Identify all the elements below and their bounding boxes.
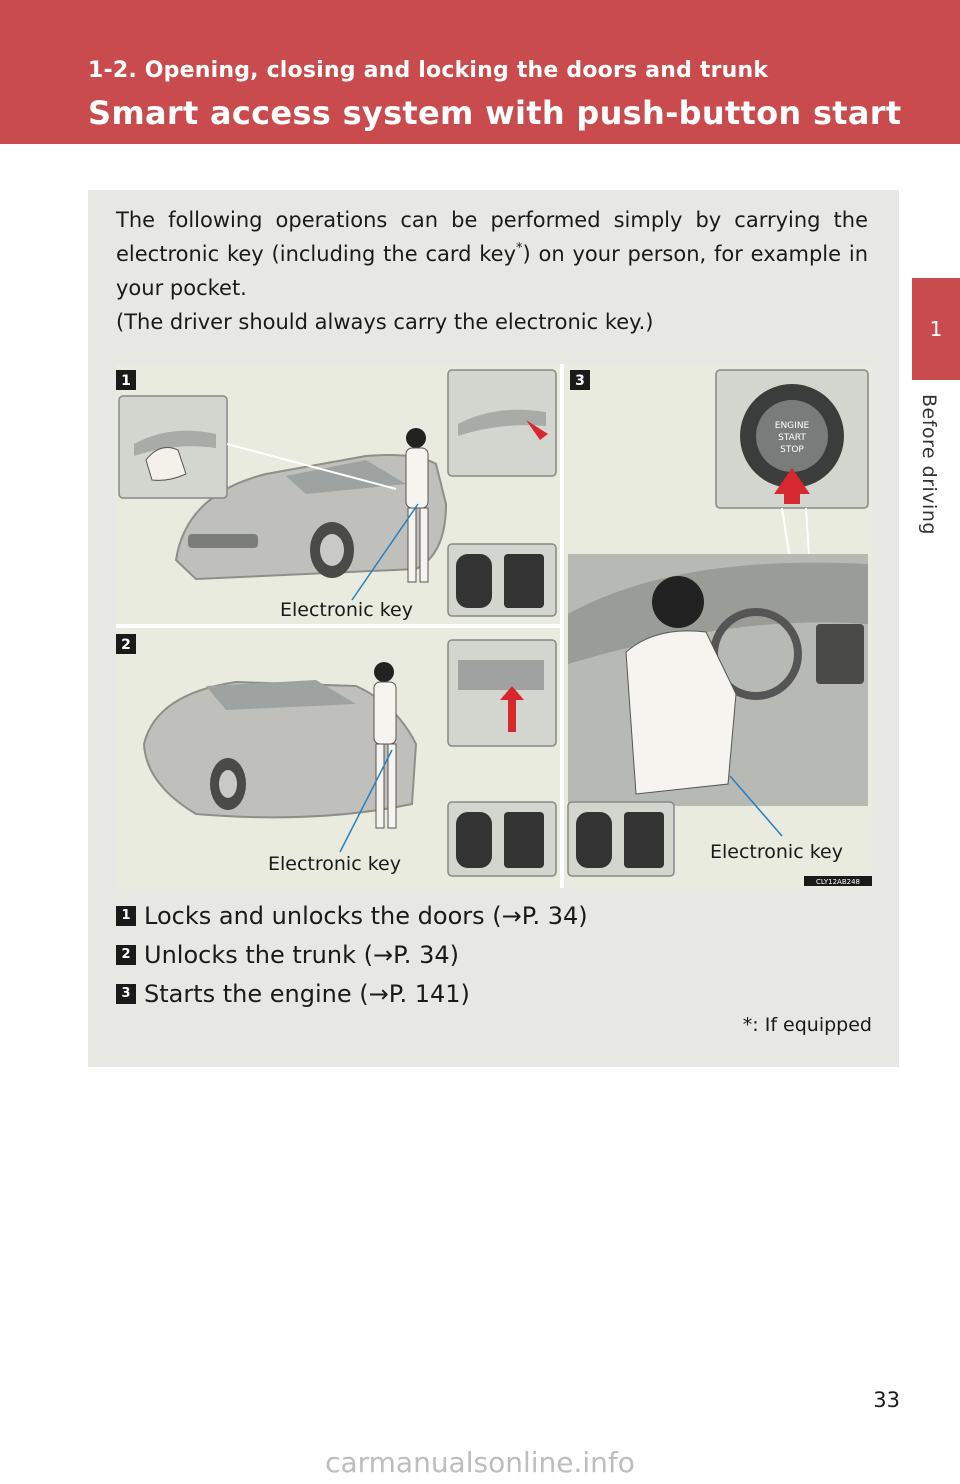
electronic-key-label-3: Electronic key <box>710 841 843 863</box>
button-text-engine: ENGINE <box>774 421 810 431</box>
chapter-number: 1 <box>929 317 943 341</box>
footnote: *: If equipped <box>742 1014 872 1036</box>
panel-3 <box>564 364 872 888</box>
electronic-key-label-2: Electronic key <box>268 853 401 875</box>
legend-text-2: Unlocks the trunk (→P. 34) <box>144 940 459 969</box>
button-text-stop: STOP <box>780 445 804 455</box>
trunk-sensor-inset <box>448 640 556 746</box>
electronic-key-label-1: Electronic key <box>280 599 413 621</box>
intro-text <box>116 203 868 339</box>
legend-number-1: 1 <box>116 906 136 926</box>
legend-text-1: Locks and unlocks the doors (→P. 34) <box>144 901 588 930</box>
panel-2-number: 2 <box>121 637 131 653</box>
intro-text-part2: ) on your person, for example in your pocket. <box>116 242 869 300</box>
panel-3-number: 3 <box>575 373 585 389</box>
legend-text-3: Starts the engine (→P. 141) <box>144 979 470 1008</box>
page-number: 33 <box>873 1388 900 1412</box>
button-text-start: START <box>778 433 806 443</box>
illustration <box>116 364 872 888</box>
legend-item-2 <box>116 935 872 974</box>
panel-2 <box>116 628 560 888</box>
intro-note: (The driver should always carry the electronic key.) <box>116 310 654 334</box>
legend-number-2: 2 <box>116 945 136 965</box>
legend-item-1 <box>116 896 872 935</box>
legend-number-3: 3 <box>116 984 136 1004</box>
panel-1 <box>116 364 560 624</box>
chapter-tab[interactable] <box>912 278 960 380</box>
intro-text-part1: The following operations can be performed simply by carrying the electronic key (including the card key <box>116 208 868 266</box>
chapter-label: Before driving <box>918 394 940 535</box>
page-title: Smart access system with push-button start <box>88 94 902 132</box>
chapter-header <box>0 0 960 144</box>
legend <box>116 896 872 1013</box>
asterisk-marker: * <box>516 241 523 256</box>
intro-paragraph <box>116 203 868 305</box>
figure-code: CLY12AB248 <box>816 878 860 886</box>
door-handle-inset <box>119 396 227 498</box>
legend-item-3 <box>116 974 872 1013</box>
panel-1-number: 1 <box>121 373 131 389</box>
section-label: 1-2. Opening, closing and locking the doors and trunk <box>88 58 769 83</box>
watermark: carmanualsonline.info <box>325 1446 635 1479</box>
